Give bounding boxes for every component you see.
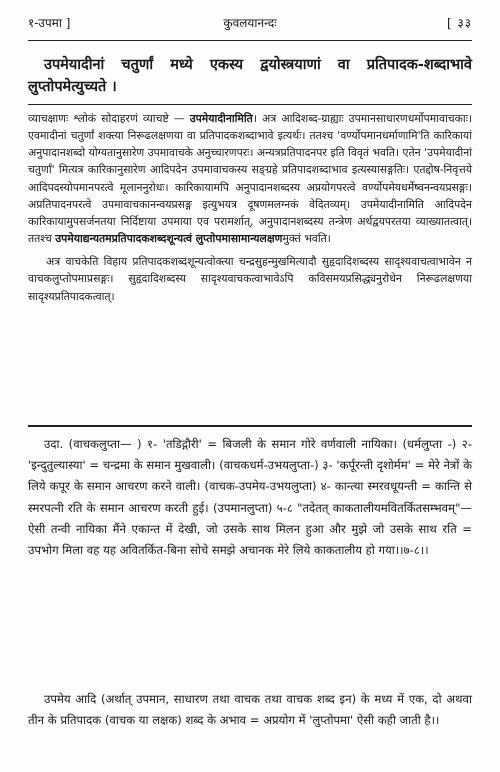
karika-heading	[28, 54, 472, 98]
book-title: कुवलयानन्दः	[223, 16, 277, 30]
hindi-examples	[28, 434, 472, 561]
sanskrit-commentary	[28, 110, 472, 305]
section-rule	[28, 425, 472, 427]
commentary-paragraph-2: अत्र वाचकेति विहाय प्रतिपादकशब्दशून्यत्वोक्त्या चन्द्रसुहन्मुखमित्यादौ सुहृदादिशब्दस्य सादृश्यवाचत्वाभावेन न वाचकलुप्तोपमाप्रसङ्गः। सुहृदादिशब्दस्य सादृश्यवाचकत्वाभावेऽपि कविसमयप्रसिद्ध्यनुरोधेन निरूढलक्षणया सादृश्यप्रतिपादकत्वात्।	[28, 255, 472, 303]
karika-text: उपमेयादीनां चतुर्णां मध्ये एकस्य द्वयोस्त्रयाणां वा प्रतिपादक-शब्दाभावे लुप्तोपमेत्युच्यते ।	[28, 57, 472, 95]
summary-text: उपमेय आदि (अर्थात् उपमान, साधारण तथा वाचक तथा वाचक शब्द इन) के मध्य में एक, दो अथवा तीन के प्रतिपादक (वाचक या लक्षक) शब्द के अभाव = अप्रयोग में 'लुप्तोपमा' ऐसी कही जाती है।।	[28, 692, 472, 728]
commentary-paragraph-1: व्याचक्षाणः श्लोकं सोदाहरणं व्याचष्टे — उपमेयादीनामिति। अत्र आदिशब्द-ग्राह्याः उपमानसाधारणधर्मोपमावाचकाः। एवमादीनां चतुर्णां शक्त्या निरूढलक्षणया वा प्रतिपादकशब्दाभावे इत्यर्थः। ततश्च 'वर्ण्योपमानधर्माणामि'ति कारिकायां अनुपादानशब्दो योग्यतानुसारेण उपमावाचके अनुच्चारणपरः। अन्यत्रप्रतिपादनपर इति विवृतं भवति। एतेन 'उपमेयादीनां चतुर्णां' मित्यत्र कारिकानुसारेण आदिपदेन उपमावाचकस्य सङ्ग्रहे प्रतिपादशब्दाभाव इत्यस्यासङ्गतिः। एतद्दोष-निवृत्तये आदिपदस्योपमानपरत्वे मूलाननुरोधः। कारिकायामपि अनुपादानशब्दस्य अप्रयोगपरत्वे वर्ण्योपमेयधर्मेष्वनन्वयप्रसङ्गः। अप्रतिपादनपरत्वे उपमावाचकानन्वयप्रसङ्ग इत्युभयत्र दूषणमलग्नकं वेदितव्यम्। उपमेयादीनामिति आदिपदेन कारिकायामुपसर्जनतया निर्दिष्टाया उपमाया एव परामर्शात्, अनुपादानशब्दस्य तन्त्रेण अर्थद्वयपरतया व्याख्यातत्वात्। ततश्च उपमेयाद्यन्यतमप्रतिपादकशब्दशून्यत्वं लुप्तोपमासामान्यलक्षणमुक्तं भवति।	[28, 112, 473, 246]
examples-text: उदा. (वाचकलुप्ता— ) १- 'तडिद्गौरी' = बिजली के समान गोरे वर्णवाली नायिका। (धर्मलुप्ता -) २- 'इन्दुतुल्यास्या' = चन्द्रमा के समान मुखवाली। (वाचकधर्म-उभयलुप्ता-) ३- 'कर्पूरन्ती दृशोर्मम' = मेरे नेत्रों के लिये कपूर के समान आचरण करने वाली। (वाचक-उपमेय-उभयलुप्ता) ४- कान्त्या स्मरवधूयन्ती = कान्ति से स्मरपत्नी रति के समान आचरण करती हुई। (उपमानलुप्ता) ५-८ "तदेतत् काकतालीयमवितर्कितसम्भवम्"— ऐसी तन्वी नायिका मैंने एकान्त में देखी, जो उसके साथ मिलन हुआ और मुझे जो उसके साथ रति = उपभोग मिला वह यह अवितर्कित-बिना सोचे समझे अचानक मेरे लिये काकतालीय हो गया।।७-८।।	[28, 437, 472, 558]
page-number: [ ३३	[447, 16, 472, 30]
commentary-keyword: उपमेयादीनामिति	[189, 112, 253, 125]
hindi-summary	[28, 689, 472, 731]
running-header	[28, 14, 472, 34]
chapter-marker: १-उपमा ]	[28, 16, 71, 30]
header-rule	[28, 40, 472, 41]
commentary-definition: उपमेयाद्यन्यतमप्रतिपादकशब्दशून्यत्वं लुप्तोपमासामान्यलक्षण	[55, 232, 283, 246]
heading-rule	[28, 104, 472, 105]
